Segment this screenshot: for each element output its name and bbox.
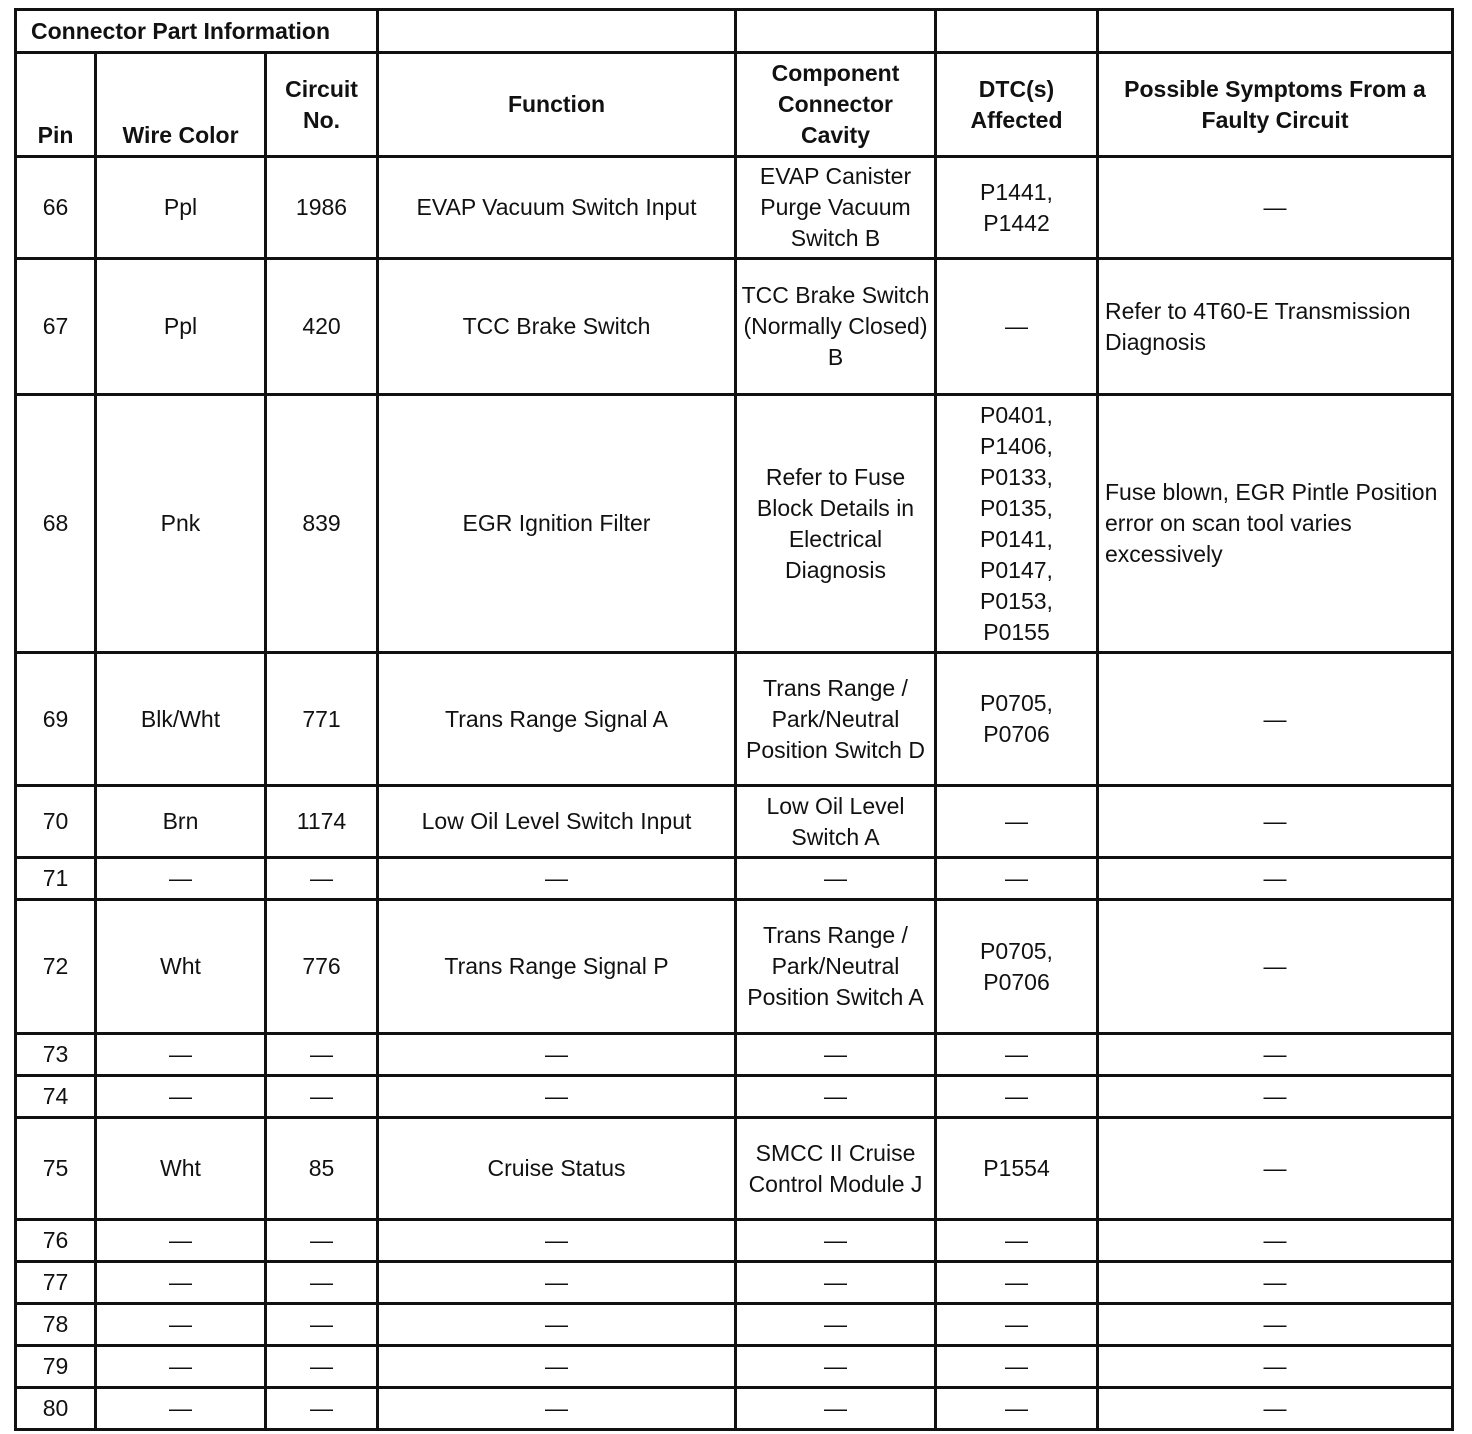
cavity-cell: — [736,1346,936,1388]
table-row [16,1346,1453,1388]
wire-color-cell: — [96,1262,266,1304]
symptoms-cell: — [1098,1304,1453,1346]
function-cell: — [378,1262,736,1304]
symptoms-cell: — [1098,1118,1453,1220]
circuit-cell: 776 [266,900,378,1034]
symptoms-cell: Refer to 4T60-E Transmission Diagnosis [1098,259,1453,395]
symptoms-cell: — [1098,653,1453,786]
cavity-cell: — [736,1388,936,1430]
circuit-cell: 420 [266,259,378,395]
wire-color-cell: — [96,1220,266,1262]
dtc-cell: P1441, P1442 [936,157,1098,259]
pin-cell: 71 [16,858,96,900]
wire-color-cell: Wht [96,1118,266,1220]
table-row [16,1034,1453,1076]
cavity-cell: Refer to Fuse Block Details in Electrical Diagnosis [736,395,936,653]
table-row [16,858,1453,900]
function-cell: EVAP Vacuum Switch Input [378,157,736,259]
function-cell: Trans Range Signal A [378,653,736,786]
wire-color-cell: Wht [96,900,266,1034]
symptoms-cell: — [1098,157,1453,259]
pin-cell: 70 [16,786,96,858]
wire-color-cell: Brn [96,786,266,858]
dtc-cell: — [936,1034,1098,1076]
symptoms-cell: — [1098,1262,1453,1304]
table-row [16,259,1453,395]
pin-cell: 68 [16,395,96,653]
wire-color-cell: Ppl [96,157,266,259]
pin-cell: 76 [16,1220,96,1262]
function-cell: — [378,1388,736,1430]
symptoms-cell: — [1098,1346,1453,1388]
cavity-cell: Trans Range / Park/Neutral Position Switch A [736,900,936,1034]
circuit-cell: — [266,1034,378,1076]
symptoms-cell: — [1098,900,1453,1034]
pin-cell: 66 [16,157,96,259]
table-row [16,1220,1453,1262]
circuit-cell: — [266,858,378,900]
circuit-cell: — [266,1076,378,1118]
cavity-cell: TCC Brake Switch (Normally Closed) B [736,259,936,395]
function-cell: — [378,1346,736,1388]
title-row-empty-cell [936,10,1098,53]
table-row [16,900,1453,1034]
dtc-cell: — [936,1304,1098,1346]
cavity-cell: — [736,858,936,900]
column-header-symptoms: Possible Symptoms From a Faulty Circuit [1098,53,1453,157]
wire-color-cell: Ppl [96,259,266,395]
pin-cell: 67 [16,259,96,395]
dtc-cell: P0705, P0706 [936,900,1098,1034]
function-cell: TCC Brake Switch [378,259,736,395]
pin-cell: 77 [16,1262,96,1304]
function-cell: Low Oil Level Switch Input [378,786,736,858]
wire-color-cell: Pnk [96,395,266,653]
table-row [16,653,1453,786]
symptoms-cell: — [1098,1220,1453,1262]
column-header-dtcs: DTC(s) Affected [936,53,1098,157]
pin-cell: 69 [16,653,96,786]
function-cell: — [378,1304,736,1346]
wire-color-cell: — [96,1076,266,1118]
dtc-cell: — [936,1262,1098,1304]
cavity-cell: — [736,1304,936,1346]
dtc-cell: P0401, P1406, P0133, P0135, P0141, P0147, P0153, P0155 [936,395,1098,653]
dtc-cell: P0705, P0706 [936,653,1098,786]
cavity-cell: Low Oil Level Switch A [736,786,936,858]
circuit-cell: 85 [266,1118,378,1220]
wire-color-cell: Blk/Wht [96,653,266,786]
cavity-cell: — [736,1034,936,1076]
circuit-cell: — [266,1304,378,1346]
cavity-cell: — [736,1220,936,1262]
pin-cell: 72 [16,900,96,1034]
column-header-circuit-no: Circuit No. [266,53,378,157]
connector-pin-table [14,8,1454,1431]
cavity-cell: EVAP Canister Purge Vacuum Switch B [736,157,936,259]
function-cell: — [378,1220,736,1262]
function-cell: — [378,858,736,900]
pin-cell: 73 [16,1034,96,1076]
column-header-component-cavity: Component Connector Cavity [736,53,936,157]
wire-color-cell: — [96,1388,266,1430]
wire-color-cell: — [96,1346,266,1388]
symptoms-cell: Fuse blown, EGR Pintle Position error on scan tool varies excessively [1098,395,1453,653]
table-row [16,1262,1453,1304]
circuit-cell: 1174 [266,786,378,858]
function-cell: EGR Ignition Filter [378,395,736,653]
column-header-pin: Pin [16,53,96,157]
symptoms-cell: — [1098,1388,1453,1430]
table-row [16,786,1453,858]
function-cell: Trans Range Signal P [378,900,736,1034]
cavity-cell: — [736,1262,936,1304]
symptoms-cell: — [1098,1076,1453,1118]
circuit-cell: — [266,1262,378,1304]
header-row [16,53,1453,157]
table-row [16,1388,1453,1430]
dtc-cell: — [936,858,1098,900]
dtc-cell: — [936,259,1098,395]
title-row-empty-cell [378,10,736,53]
dtc-cell: — [936,1220,1098,1262]
circuit-cell: — [266,1220,378,1262]
title-row-empty-cell [1098,10,1453,53]
pin-cell: 74 [16,1076,96,1118]
pin-cell: 80 [16,1388,96,1430]
function-cell: — [378,1076,736,1118]
wire-color-cell: — [96,1034,266,1076]
symptoms-cell: — [1098,1034,1453,1076]
circuit-cell: — [266,1388,378,1430]
dtc-cell: — [936,786,1098,858]
pin-cell: 79 [16,1346,96,1388]
table-row [16,1304,1453,1346]
wire-color-cell: — [96,1304,266,1346]
table-row [16,157,1453,259]
dtc-cell: — [936,1076,1098,1118]
symptoms-cell: — [1098,858,1453,900]
table-row [16,1118,1453,1220]
table-title: Connector Part Information [16,10,378,53]
pin-cell: 75 [16,1118,96,1220]
circuit-cell: 1986 [266,157,378,259]
function-cell: — [378,1034,736,1076]
title-row-empty-cell [736,10,936,53]
column-header-wire-color: Wire Color [96,53,266,157]
pin-cell: 78 [16,1304,96,1346]
dtc-cell: — [936,1346,1098,1388]
title-row [16,10,1453,53]
dtc-cell: P1554 [936,1118,1098,1220]
table-row [16,1076,1453,1118]
cavity-cell: SMCC II Cruise Control Module J [736,1118,936,1220]
circuit-cell: — [266,1346,378,1388]
column-header-function: Function [378,53,736,157]
table-row [16,395,1453,653]
wire-color-cell: — [96,858,266,900]
function-cell: Cruise Status [378,1118,736,1220]
symptoms-cell: — [1098,786,1453,858]
circuit-cell: 771 [266,653,378,786]
dtc-cell: — [936,1388,1098,1430]
circuit-cell: 839 [266,395,378,653]
cavity-cell: Trans Range / Park/Neutral Position Switch D [736,653,936,786]
cavity-cell: — [736,1076,936,1118]
